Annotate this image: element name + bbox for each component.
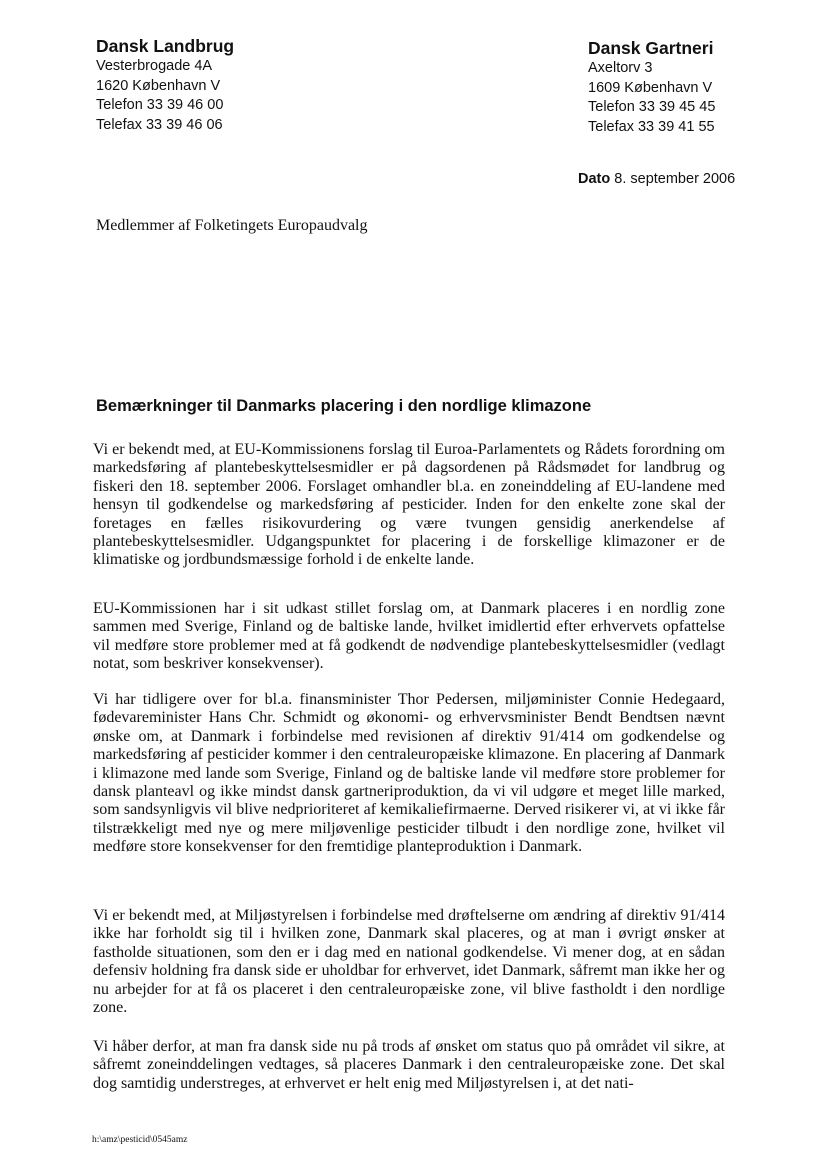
- recipient: Medlemmer af Folketingets Europaudvalg: [96, 217, 368, 234]
- body-paragraph-1: Vi er bekendt med, at EU-Kommissionens forslag til Euroa-Parlamentets og Rådets forordning om markedsføring af plantebeskyttelsesmidler er på dagsordenen på Rådsmødet for landbrug og fiskeri den 18. september 2006. Forslaget omhandler bl.a. en zoneinddeling af EU-landene med hensyn til godkendelse og markedsføring af pesticider. Inden for den enkelte zone skal der foretages en fælles risikovurdering og være tvungen gensidig anerkendelse af plantebeskyttelsesmidler. Udgangspunktet for placering i de forskellige klimazoner er de klimatiske og jordbundsmæssige forhold i de enkelte lande.: [93, 441, 725, 569]
- body-paragraph-3: Vi har tidligere over for bl.a. finansminister Thor Pedersen, miljøminister Connie Hedegaard, fødevareminister Hans Chr. Schmidt og økonomi- og erhvervsminister Bendt Bendtsen nævnt ønske om, at Danmark i forbindelse med revisionen af direktiv 91/414 om godkendelse og markedsføring af pesticider kommer i den centraleuropæiske klimazone. En placering af Danmark i klimazone med lande som Sverige, Finland og de baltiske lande vil medføre store problemer for dansk planteavl og ikke mindst dansk gartneriproduktion, da vi vil udgøre et meget lille marked, som sandsynligvis vil blive nedprioriteret af kemikaliefirmaerne. Derved risikerer vi, at vi ikke får tilstrækkeligt med nye og mere miljøvenlige pesticider tilbudt i den nordlige zone, hvilket vil medføre store konsekvenser for den fremtidige planteproduktion i Danmark.: [93, 691, 725, 856]
- date-label: Dato: [578, 171, 611, 187]
- sender-block-dansk-gartneri: [588, 37, 715, 137]
- date-value: 8. september 2006: [614, 171, 736, 187]
- sender-phone: Telefon 33 39 45 45: [588, 99, 716, 115]
- body-paragraph-4: Vi er bekendt med, at Miljøstyrelsen i forbindelse med drøftelserne om ændring af direktiv 91/414 ikke har forholdt sig til i hvilken zone, Danmark skal placeres, og at man i øvrigt ønsker at fastholde situationen, som den er i dag med en national godkendelse. Vi mener dog, at en sådan defensiv holdning fra dansk side er uholdbar for erhvervet, idet Danmark, såfremt man ikke her og nu arbejder for at få os placeret i den centraleuropæiske zone, vil blive fastholdt i den nordlige zone.: [93, 907, 725, 1017]
- sender-block-dansk-landbrug: [96, 35, 234, 135]
- file-path-footer: h:\amz\pesticid\0545amz: [92, 1135, 188, 1145]
- sender-fax: Telefax 33 39 41 55: [588, 118, 715, 135]
- sender-street: Vesterbrogade 4A: [96, 58, 213, 74]
- sender-phone: Telefon 33 39 46 00: [96, 97, 224, 113]
- sender-city: 1620 København V: [96, 77, 221, 94]
- sender-street: Axeltorv 3: [588, 60, 653, 76]
- body-paragraph-2: EU-Kommissionen har i sit udkast stillet forslag om, at Danmark placeres i en nordlig zone sammen med Sverige, Finland og de baltiske lande, hvilket imidlertid efter erhvervets opfattelse vil medføre store problemer med at få godkendt de nødvendige plantebeskyttelsesmidler (vedlagt notat, som beskriver konsekvenser).: [93, 600, 725, 673]
- body-paragraph-5: Vi håber derfor, at man fra dansk side nu på trods af ønsket om status quo på området vil sikre, at såfremt zoneinddelingen vedtages, så placeres Danmark i den centraleuropæiske zone. Det skal dog samtidig understreges, at erhvervet er helt enig med Miljøstyrelsen i, at det nati-: [93, 1038, 725, 1092]
- letter-date: [578, 171, 735, 187]
- sender-city: 1609 København V: [588, 79, 713, 96]
- sender-name: Dansk Landbrug: [96, 36, 235, 56]
- sender-name: Dansk Gartneri: [588, 38, 714, 58]
- letter-heading: Bemærkninger til Danmarks placering i den nordlige klimazone: [96, 397, 592, 415]
- sender-fax: Telefax 33 39 46 06: [96, 116, 223, 133]
